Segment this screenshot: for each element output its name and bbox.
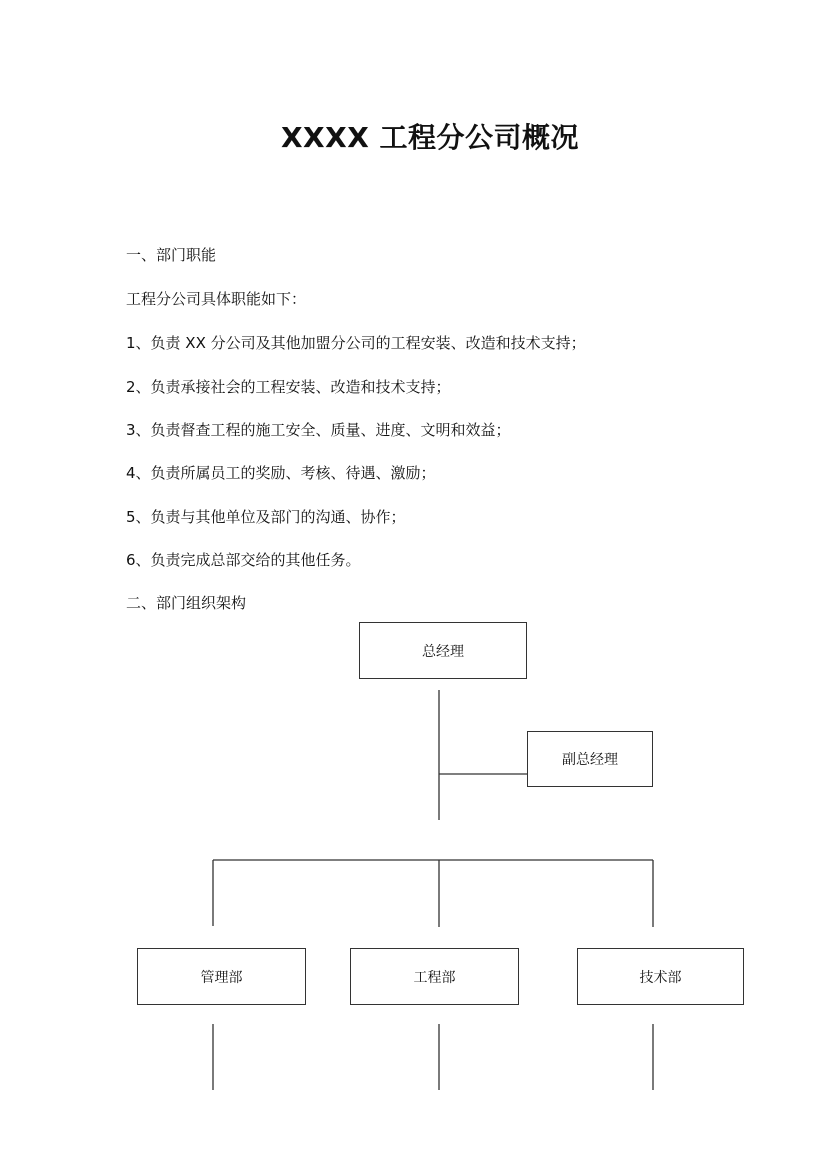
duty-item: 1、负责 XX 分公司及其他加盟分公司的工程安装、改造和技术支持； xyxy=(126,334,586,352)
node-label: 总经理 xyxy=(422,643,464,660)
node-label: 技术部 xyxy=(639,969,682,986)
intro-text: 工程分公司具体职能如下： xyxy=(126,290,307,308)
duty-item: 2、负责承接社会的工程安装、改造和技术支持； xyxy=(126,378,451,396)
org-node-general-manager xyxy=(359,622,527,679)
duty-item: 4、负责所属员工的奖励、考核、待遇、激励； xyxy=(126,464,436,482)
duty-item: 5、负责与其他单位及部门的沟通、协作； xyxy=(126,508,406,526)
org-node-engineering-dept xyxy=(350,948,519,1005)
node-label: 管理部 xyxy=(200,969,243,986)
org-node-deputy-manager xyxy=(527,731,653,787)
section-heading-functions: 一、部门职能 xyxy=(126,246,217,264)
org-node-management-dept xyxy=(137,948,306,1005)
page-title: XXXX 工程分公司概况 xyxy=(280,121,580,154)
node-label: 副总经理 xyxy=(562,752,618,768)
duty-item: 6、负责完成总部交给的其他任务。 xyxy=(126,551,361,569)
section-heading-org: 二、部门组织架构 xyxy=(126,594,247,612)
org-node-technical-dept xyxy=(577,948,744,1005)
node-label: 工程部 xyxy=(413,969,456,986)
duty-item: 3、负责督查工程的施工安全、质量、进度、文明和效益； xyxy=(126,421,511,439)
